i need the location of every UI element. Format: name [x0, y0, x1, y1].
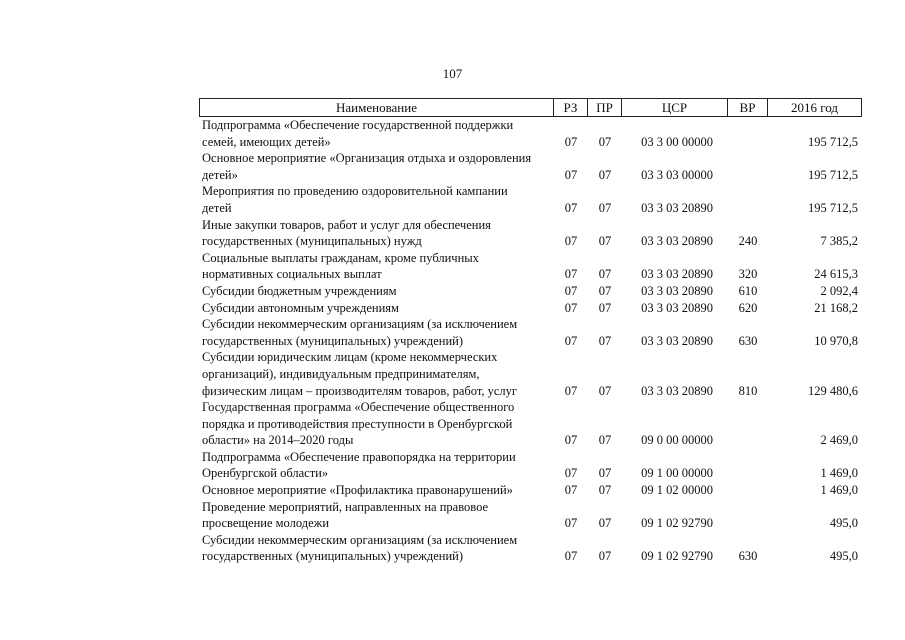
- row-pr: 07: [598, 134, 612, 149]
- table-row: [199, 449, 862, 482]
- row-pr: 07: [598, 516, 612, 531]
- row-amount: 24 615,3: [814, 267, 858, 282]
- row-amount: 21 168,2: [814, 300, 858, 315]
- row-pr: 07: [598, 200, 612, 215]
- row-rz: 07: [564, 516, 578, 531]
- row-rz: 07: [564, 300, 578, 315]
- row-vr: 610: [738, 283, 758, 298]
- row-name: Субсидии автономным учреждениям: [202, 300, 399, 315]
- row-csr: 03 3 03 20890: [641, 383, 713, 398]
- row-csr: 03 3 03 20890: [641, 283, 713, 298]
- row-name: Основное мероприятие «Профилактика правонарушений»: [202, 483, 513, 498]
- table-body: [199, 117, 862, 565]
- row-name: Субсидии бюджетным учреждениям: [202, 283, 397, 298]
- row-amount: 495,0: [829, 549, 858, 564]
- table-row: [199, 482, 862, 499]
- table-row: [199, 117, 862, 150]
- row-pr: 07: [598, 383, 612, 398]
- table-row: [199, 250, 862, 283]
- row-name: Основное мероприятие «Организация отдыха и оздоровления детей»: [202, 151, 532, 182]
- row-vr: 320: [738, 267, 758, 282]
- header-pr: ПР: [587, 99, 621, 116]
- row-vr: 620: [738, 300, 758, 315]
- row-amount: 195 712,5: [808, 134, 858, 149]
- table-row: [199, 532, 862, 565]
- table-row: [199, 283, 862, 300]
- row-rz: 07: [564, 134, 578, 149]
- row-pr: 07: [598, 234, 612, 249]
- row-amount: 1 469,0: [820, 483, 858, 498]
- header-rz: РЗ: [553, 99, 587, 116]
- row-csr: 03 3 03 20890: [641, 234, 713, 249]
- row-name: Субсидии некоммерческим организациям (за исключением государственных (муниципальных) учреждений): [202, 317, 518, 348]
- row-name: Иные закупки товаров, работ и услуг для обеспечения государственных (муниципальных) нужд: [202, 217, 491, 249]
- table-row: [199, 349, 862, 399]
- row-pr: 07: [598, 267, 612, 282]
- row-pr: 07: [598, 483, 612, 498]
- row-rz: 07: [564, 333, 578, 348]
- row-amount: 129 480,6: [808, 383, 858, 398]
- row-csr: 03 3 03 00000: [641, 167, 713, 182]
- row-pr: 07: [598, 300, 612, 315]
- row-rz: 07: [564, 466, 578, 481]
- table-row: [199, 499, 862, 532]
- table-row: [199, 316, 862, 349]
- row-rz: 07: [564, 383, 578, 398]
- row-csr: 03 3 03 20890: [641, 267, 713, 282]
- row-csr: 09 1 02 92790: [641, 549, 713, 564]
- row-name: Субсидии некоммерческим организациям (за исключением государственных (муниципальных) учреждений): [202, 532, 518, 564]
- row-rz: 07: [564, 267, 578, 282]
- row-csr: 09 1 02 92790: [641, 516, 713, 531]
- row-vr: 630: [738, 333, 758, 348]
- row-csr: 09 1 02 00000: [641, 483, 713, 498]
- row-rz: 07: [564, 483, 578, 498]
- row-name: Подпрограмма «Обеспечение государственной поддержки семей, имеющих детей»: [202, 118, 514, 149]
- row-csr: 03 3 03 20890: [641, 200, 713, 215]
- header-csr: ЦСР: [621, 99, 727, 116]
- table-row: [199, 150, 862, 183]
- row-rz: 07: [564, 549, 578, 564]
- row-rz: 07: [564, 167, 578, 182]
- row-name: Субсидии юридическим лицам (кроме некоммерческих организаций), индивидуальным предпринимателям, физическим лицам – производителям товаров, работ, услуг: [202, 350, 518, 398]
- row-amount: 2 092,4: [820, 283, 858, 298]
- header-vr: ВР: [727, 99, 767, 116]
- row-amount: 2 469,0: [820, 433, 858, 448]
- row-amount: 10 970,8: [814, 333, 858, 348]
- row-rz: 07: [564, 433, 578, 448]
- header-name: Наименование: [199, 99, 553, 116]
- row-vr: 630: [738, 549, 758, 564]
- row-pr: 07: [598, 549, 612, 564]
- row-vr: 810: [738, 383, 758, 398]
- row-amount: 1 469,0: [820, 466, 858, 481]
- row-name: Государственная программа «Обеспечение общественного порядка и противодействия преступности в Оренбургской области» на 2014–2020 годы: [202, 400, 515, 448]
- row-amount: 195 712,5: [808, 200, 858, 215]
- row-csr: 09 1 00 00000: [641, 466, 713, 481]
- row-csr: 03 3 03 20890: [641, 300, 713, 315]
- row-pr: 07: [598, 433, 612, 448]
- row-pr: 07: [598, 466, 612, 481]
- row-name: Социальные выплаты гражданам, кроме публичных нормативных социальных выплат: [202, 250, 479, 282]
- table-row: [199, 399, 862, 449]
- row-amount: 7 385,2: [820, 234, 858, 249]
- row-csr: 03 3 03 20890: [641, 333, 713, 348]
- row-csr: 09 0 00 00000: [641, 433, 713, 448]
- row-pr: 07: [598, 333, 612, 348]
- row-amount: 195 712,5: [808, 167, 858, 182]
- table-row: [199, 183, 862, 216]
- row-csr: 03 3 00 00000: [641, 134, 713, 149]
- table-header: [199, 98, 862, 117]
- row-name: Проведение мероприятий, направленных на правовое просвещение молодежи: [202, 499, 489, 531]
- table-row: [199, 217, 862, 250]
- page-number: 107: [442, 66, 463, 81]
- row-rz: 07: [564, 283, 578, 298]
- row-name: Подпрограмма «Обеспечение правопорядка на территории Оренбургской области»: [202, 449, 516, 481]
- row-pr: 07: [598, 167, 612, 182]
- header-year: 2016 год: [767, 99, 862, 116]
- table-row: [199, 300, 862, 317]
- row-rz: 07: [564, 234, 578, 249]
- row-rz: 07: [564, 200, 578, 215]
- row-amount: 495,0: [829, 516, 858, 531]
- row-name: Мероприятия по проведению оздоровительной кампании детей: [202, 184, 508, 215]
- row-vr: 240: [738, 234, 758, 249]
- row-pr: 07: [598, 283, 612, 298]
